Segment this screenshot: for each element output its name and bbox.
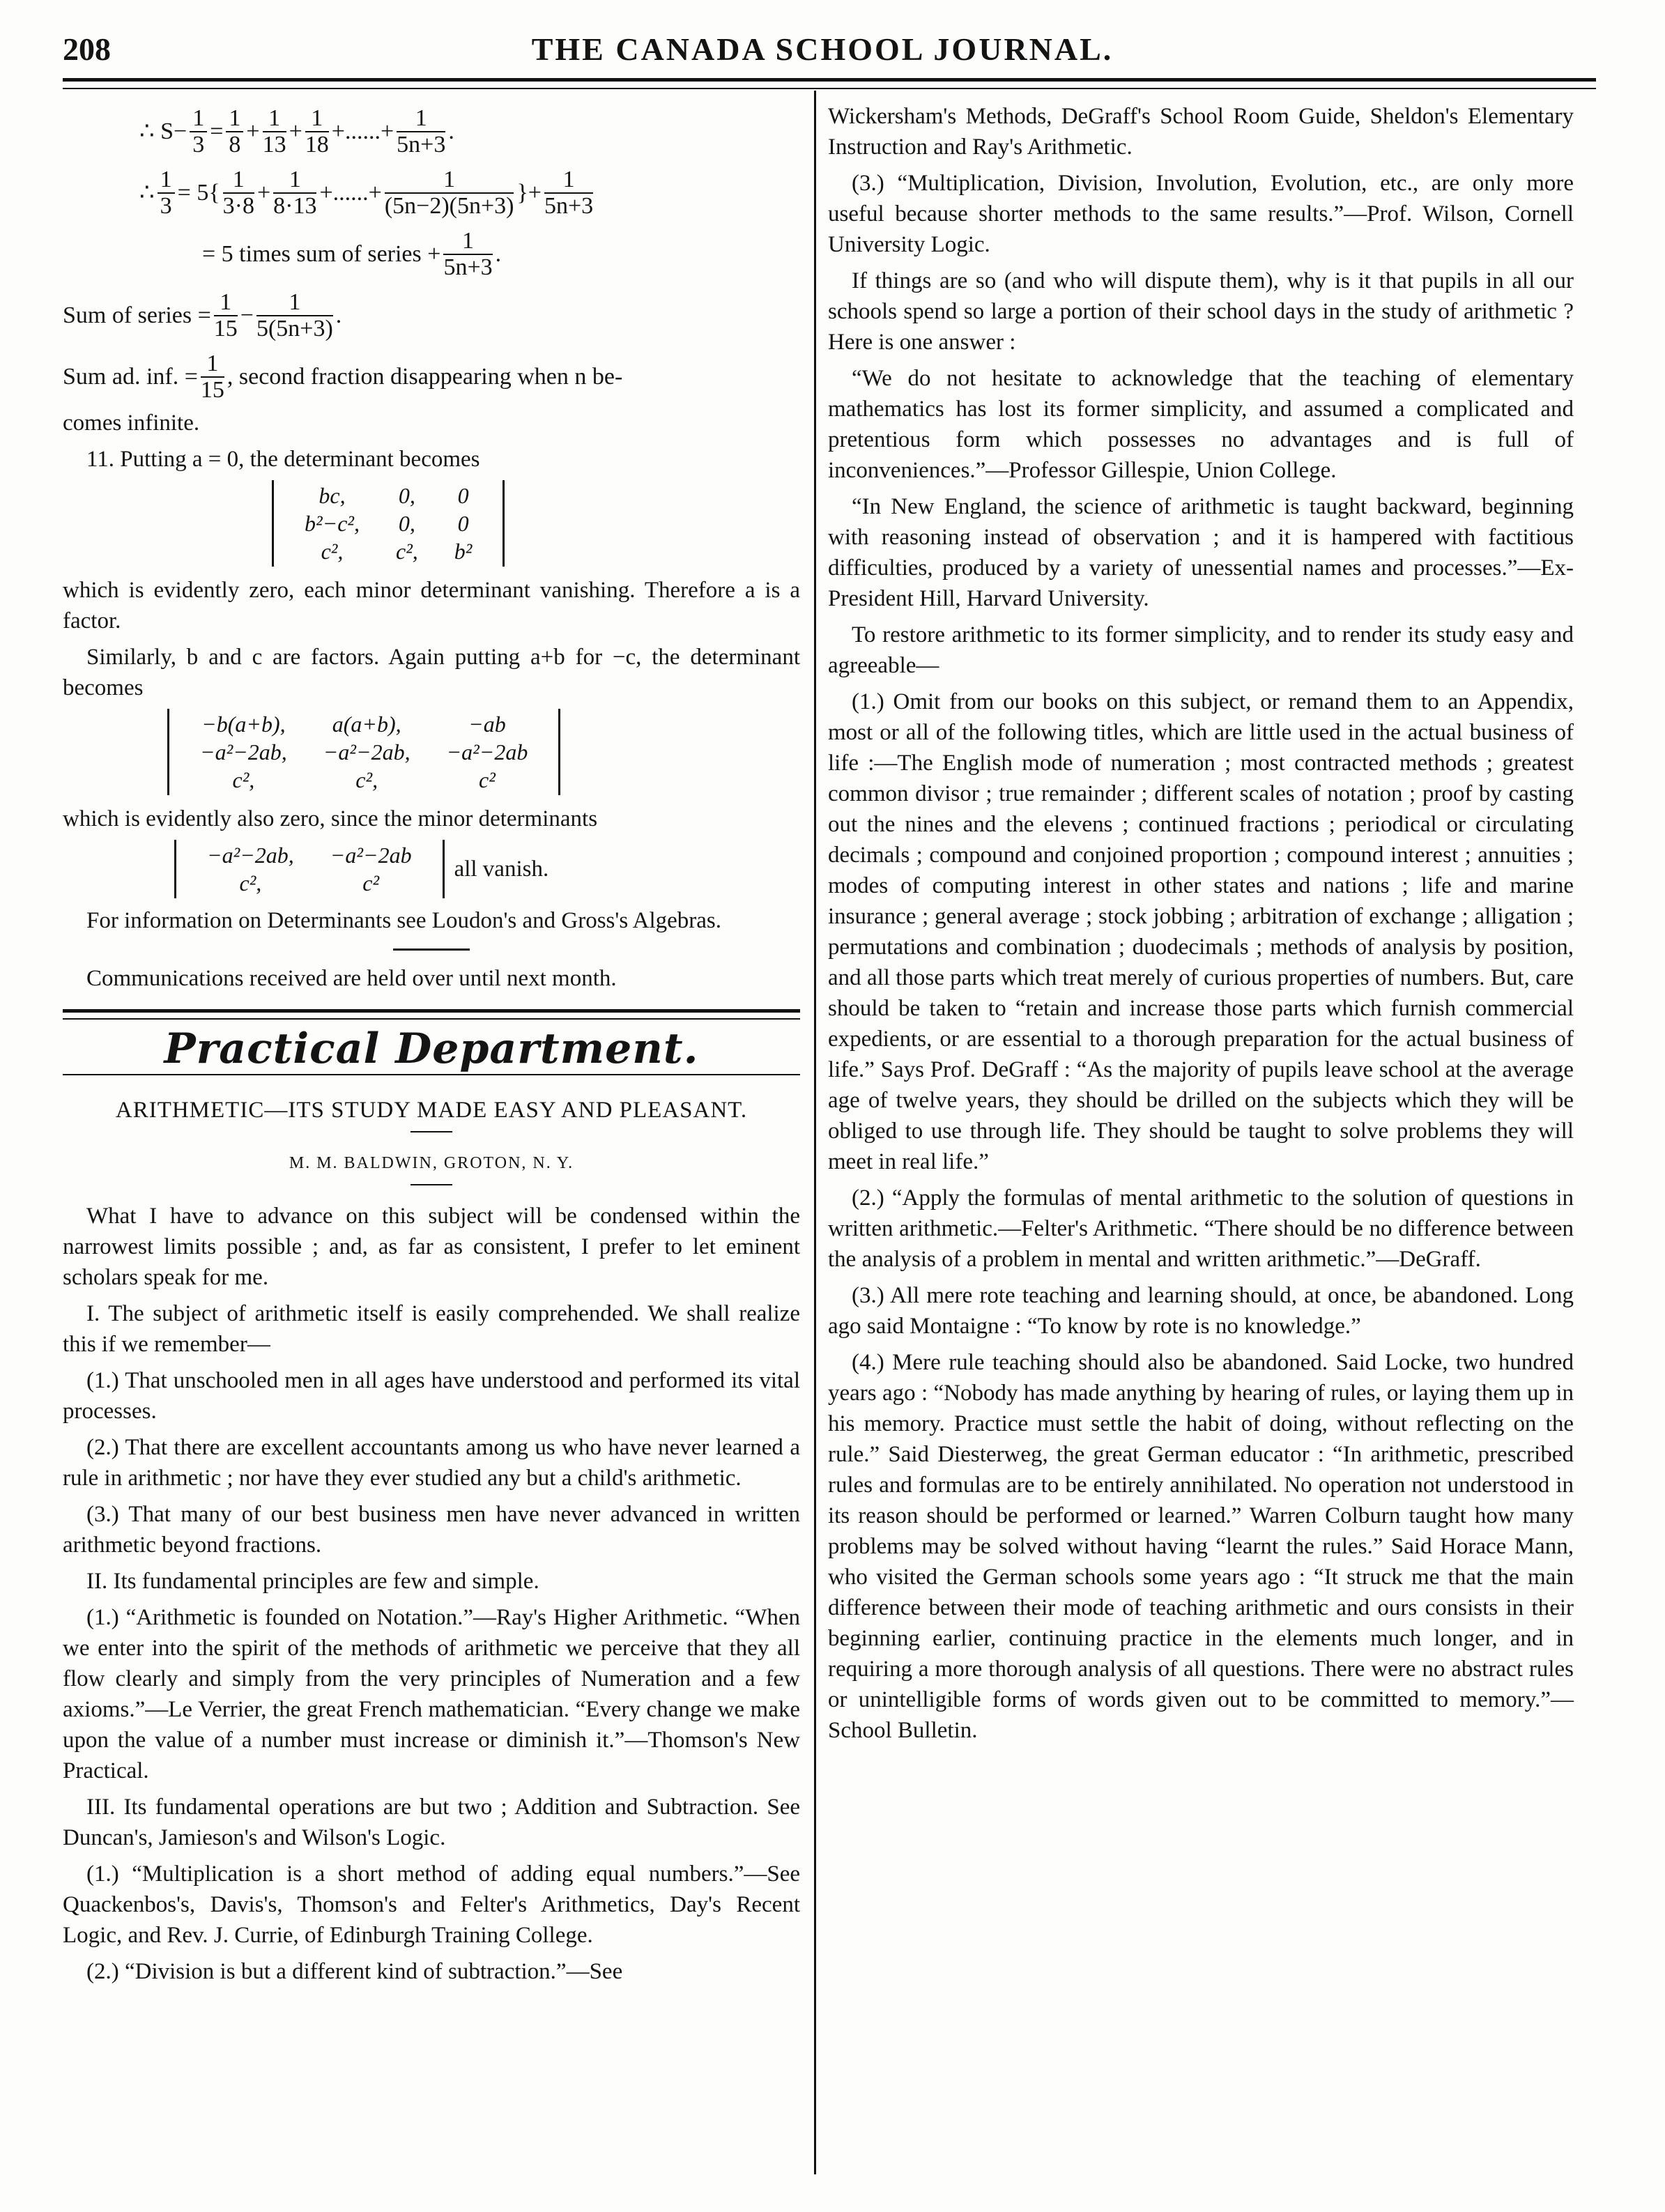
det-cell: 0,	[398, 511, 415, 536]
determinants-info: For information on Determinants see Loudon's and Gross's Algebras.	[86, 908, 721, 933]
numerator: 1	[201, 351, 224, 378]
eq2-close: }+	[516, 180, 542, 206]
eq1-dots: +......+	[331, 118, 394, 144]
paragraph: (1.) “Multiplication is a short method of adding equal numbers.”—See Quackenbos's, Davis's, Thomson's and Felter's Arithmetics, Day's Recent Logic, and Rev. J. Currie, of Edinburgh Training College.	[63, 1861, 800, 1948]
frac	[263, 106, 286, 158]
numerator: 1	[305, 106, 329, 132]
frac	[385, 167, 514, 219]
denominator: 8·13	[273, 193, 317, 219]
det-cell: c²,	[355, 767, 378, 792]
paragraph: (2.) “Division is but a different kind of subtraction.”—See	[86, 1959, 623, 1984]
det-cell: −a²−2ab	[330, 843, 412, 868]
numerator: 1	[263, 106, 286, 132]
byline-rule	[411, 1184, 452, 1185]
paragraph: (3.) All mere rote teaching and learning should, at once, be abandoned. Long ago said Montaigne : “To know by rote is no knowledge.”	[828, 1283, 1574, 1339]
det-cell: bc,	[319, 483, 346, 508]
denominator: 5n+3	[544, 193, 594, 219]
communications-note: Communications received are held over until next month.	[86, 966, 617, 991]
det-cell: 0,	[398, 483, 415, 508]
title-rule	[411, 1131, 452, 1132]
frac	[443, 229, 492, 280]
article-title: ARITHMETIC—ITS STUDY MADE EASY AND PLEASANT.	[115, 1098, 748, 1123]
determinant-1	[272, 480, 505, 567]
det-cell: −b(a+b),	[201, 712, 286, 737]
eq2-dots: +......+	[319, 180, 382, 206]
left-column	[63, 101, 800, 1992]
paragraph: (2.) “Apply the formulas of mental arithmetic to the solution of questions in written arithmetic.—Felter's Arithmetic. “There should be no difference between the analysis of a problem in mental and written arithmetic.”—DeGraff.	[828, 1185, 1574, 1272]
determinant-3-row	[174, 840, 800, 898]
numerator: 1	[443, 229, 492, 255]
paragraph: I. The subject of arithmetic itself is easily comprehended. We shall realize this if we remember—	[63, 1301, 800, 1357]
eq1-prefix: ∴ S−	[139, 118, 187, 144]
det-cell: 0	[457, 511, 469, 536]
paragraph: If things are so (and who will dispute them), why is it that pupils in all our schools spend so large a portion of their school days in the study of arithmetic ? Here is one answer :	[828, 268, 1574, 355]
denominator: 3	[192, 132, 205, 158]
paragraph: (2.) That there are excellent accountants among us who have never learned a rule in arithmetic ; nor have they ever studied any but a child's arithmetic.	[63, 1435, 800, 1491]
paragraph: To restore arithmetic to its former simplicity, and to render its study easy and agreeable—	[828, 622, 1574, 678]
denominator: 15	[213, 316, 238, 341]
numerator: 1	[544, 167, 593, 194]
header-rule-thin	[63, 88, 1596, 89]
frac	[273, 167, 316, 219]
dept-rule-bottom	[63, 1074, 800, 1075]
paragraph: III. Its fundamental operations are but two ; Addition and Subtraction. See Duncan's, Jamieson's and Wilson's Logic.	[63, 1795, 800, 1850]
det3-after: all vanish.	[454, 857, 549, 882]
det-cell: c²,	[321, 539, 344, 564]
paragraph: (3.) That many of our best business men have never advanced in written arithmetic beyond fractions.	[63, 1502, 800, 1558]
paragraph: (1.) “Arithmetic is founded on Notation.”—Ray's Higher Arithmetic. “When we enter into the spirit of the methods of arithmetic we perceive that they all flow clearly and simply from the very principles of Numeration and a few axioms.”—Le Verrier, the great French mathematician. “Every change we make upon the value of a number must increase or diminish it.”—Thomson's New Practical.	[63, 1605, 800, 1783]
frac	[226, 106, 243, 158]
denominator: 3	[160, 193, 172, 219]
det-cell: c²,	[239, 870, 262, 896]
det-cell: 0	[457, 483, 469, 508]
frac	[397, 106, 445, 158]
paragraph: “We do not hesitate to acknowledge that the teaching of elementary mathematics has lost its former simplicity, and assumed a complicated and pretentious form which possesses no advantages and is full of inconveniences.”—Professor Gillespie, Union College.	[828, 366, 1574, 483]
eq2-prefix: ∴	[139, 180, 155, 206]
denominator: 3·8	[222, 193, 254, 219]
frac	[544, 167, 593, 219]
frac	[305, 106, 329, 158]
numerator: 1	[158, 167, 175, 194]
numerator: 1	[273, 167, 316, 194]
det-cell: b²	[454, 539, 473, 564]
equation-1: ∴ S− $\frac{1}{3}$ = $\frac{1}{8}$ + $\frac{1}{13}$ + $\frac{1}{18}$ +......+ $\frac{1}{5n+3}$ .	[139, 105, 454, 158]
similarly-text: Similarly, b and c are factors. Again putting a+b for −c, the determinant becomes	[63, 645, 800, 700]
denominator: 15	[200, 377, 224, 403]
header-rule-thick	[63, 78, 1596, 82]
det-cell: −a²−2ab,	[207, 843, 294, 868]
paragraph: (4.) Mere rule teaching should also be abandoned. Said Locke, two hundred years ago : “Nobody has made anything by hearing of rules, or laying them up in his memory. Practice must settle the habit of doing, without reflecting on the rule.” Said Diesterweg, the great German educator : “In arithmetic, prescribed rules and formulas are to be entirely annihilated. No operation not understood in its reason should be performed or learned.” Warren Colburn taught how many problems may be solved without having “learnt the rules.” Said Horace Mann, who visited the German schools some years ago : “It struck me that the main difference between their mode of teaching arithmetic and ours consists in their beginning earlier, continuing practice in the elements much longer, and in requiring a more thorough analysis of all questions. There were no abstract rules or unintelligible forms of words given out to be committed to memory.”—School Bulletin.	[828, 1350, 1574, 1743]
equation-3: = 5 times sum of series + $\frac{1}{5n+3}$ .	[202, 228, 502, 280]
page-header	[56, 21, 1589, 70]
denominator: 8	[229, 132, 241, 158]
det-cell: −a²−2ab	[446, 739, 528, 765]
paragraph: (3.) “Multiplication, Division, Involution, Evolution, etc., are only more useful because shorter methods to the same results.”—Prof. Wilson, Cornell University Logic.	[828, 171, 1574, 257]
eq5-text: Sum ad. inf. =	[63, 364, 198, 390]
right-column	[828, 101, 1574, 1751]
paragraph: What I have to advance on this subject will be condensed within the narrowest limits possible ; and, as far as consistent, I prefer to let eminent scholars speak for me.	[63, 1204, 800, 1290]
det2-after: which is evidently also zero, since the minor determinants	[63, 806, 598, 831]
equation-2: ∴ $\frac{1}{3}$ = 5{ $\frac{1}{3\cdot 8}$ + $\frac{1}{8\cdot 13}$ +......+ $\frac{1}{(5n-2)(5n+3)}$ }+ $\frac{1}{5n+3}$	[139, 167, 594, 219]
column-divider	[814, 91, 816, 2174]
det-cell: a(a+b),	[332, 712, 401, 737]
paragraph: (1.) Omit from our books on this subject, or remand them to an Appendix, most or all of the following titles, which are little used in the actual business of life :—The English mode of numeration ; most contracted methods ; greatest common divisor ; true remainder ; different scales of notation ; proof by casting out the nines and the elevens ; continued fractions ; periodical or circulating decimals ; compound and conjoined proportion ; compound interest ; annuities ; modes of computing interest in other states and nations ; life and marine insurance ; general average ; stock jobbing ; arbitration of exchange ; alligation ; permutations and combination ; duodecimals ; methods of analysis by position, and all those parts which treat merely of curious properties of numbers. But, care should be taken to “retain and increase those parts which furnish commercial expedients, or are essential to a thorough preparation for the actual business of life.” Says Prof. DeGraff : “As the majority of pupils leave school at the average age of twelve years, they should be drilled on the subjects which they will be obliged to use through life. They should be taught to solve problems they will meet in real life.”	[828, 689, 1574, 1174]
eq2-mid: = 5{	[177, 180, 220, 206]
det-cell: c²,	[232, 767, 255, 792]
det-cell: c²,	[395, 539, 418, 564]
numerator: 1	[226, 106, 243, 132]
journal-title: THE CANADA SCHOOL JOURNAL.	[531, 31, 1114, 67]
det1-after: which is evidently zero, each minor determinant vanishing. Therefore a is a factor.	[63, 578, 800, 633]
numerator: 1	[397, 106, 445, 132]
frac	[201, 351, 224, 403]
eq4-text: Sum of series =	[63, 302, 211, 328]
determinant-2	[167, 709, 560, 795]
paragraph: Wickersham's Methods, DeGraff's School Room Guide, Sheldon's Elementary Instruction and Ray's Arithmetic.	[828, 104, 1574, 160]
page-number: 208	[63, 31, 111, 67]
frac	[190, 106, 207, 158]
numerator: 1	[223, 167, 254, 194]
determinant-3	[174, 840, 445, 898]
paragraph: (1.) That unschooled men in all ages have understood and performed its vital processes.	[63, 1368, 800, 1424]
denominator: 18	[305, 132, 329, 158]
det-cell: b²−c²,	[305, 511, 360, 536]
item-11: 11. Putting a = 0, the determinant becomes	[86, 447, 480, 472]
dept-rule-thin	[63, 1018, 800, 1020]
becomes-infinite: comes infinite.	[63, 410, 200, 436]
denominator: (5n−2)(5n+3)	[384, 193, 514, 219]
denominator: 5n+3	[397, 132, 446, 158]
denominator: 13	[262, 132, 286, 158]
eq3-text: = 5 times sum of series +	[202, 241, 441, 267]
det-cell: −a²−2ab,	[323, 739, 411, 765]
numerator: 1	[256, 290, 333, 316]
equation-4: Sum of series = $\frac{1}{15}$ − $\frac{1}{5(5n+3)}$ .	[63, 289, 342, 341]
numerator: 1	[214, 290, 238, 316]
frac	[214, 290, 238, 341]
det-cell: c²	[479, 767, 496, 792]
equation-5	[63, 346, 800, 408]
det-cell: −a²−2ab,	[200, 739, 287, 765]
frac	[223, 167, 254, 219]
denominator: 5n+3	[443, 254, 493, 280]
article-byline: M. M. BALDWIN, GROTON, N. Y.	[289, 1154, 574, 1172]
frac	[256, 290, 333, 341]
department-title: Practical Department.	[164, 1024, 699, 1073]
series-solution	[63, 101, 800, 408]
dept-rule-thick	[63, 1009, 800, 1013]
numerator: 1	[190, 106, 207, 132]
section-rule	[393, 948, 470, 951]
paragraph: II. Its fundamental principles are few and simple.	[86, 1569, 539, 1594]
eq5-rest: , second fraction disappearing when n be-	[227, 364, 623, 390]
paragraph: “In New England, the science of arithmetic is taught backward, beginning with reasoning instead of observation ; and it is hampered with factitious difficulties, produced by a variety of unessential names and processes.”—Ex-President Hill, Harvard University.	[828, 494, 1574, 611]
frac	[158, 167, 175, 219]
det-cell: −ab	[468, 712, 506, 737]
numerator: 1	[385, 167, 514, 194]
det-cell: c²	[362, 870, 380, 896]
denominator: 5(5n+3)	[256, 316, 333, 341]
